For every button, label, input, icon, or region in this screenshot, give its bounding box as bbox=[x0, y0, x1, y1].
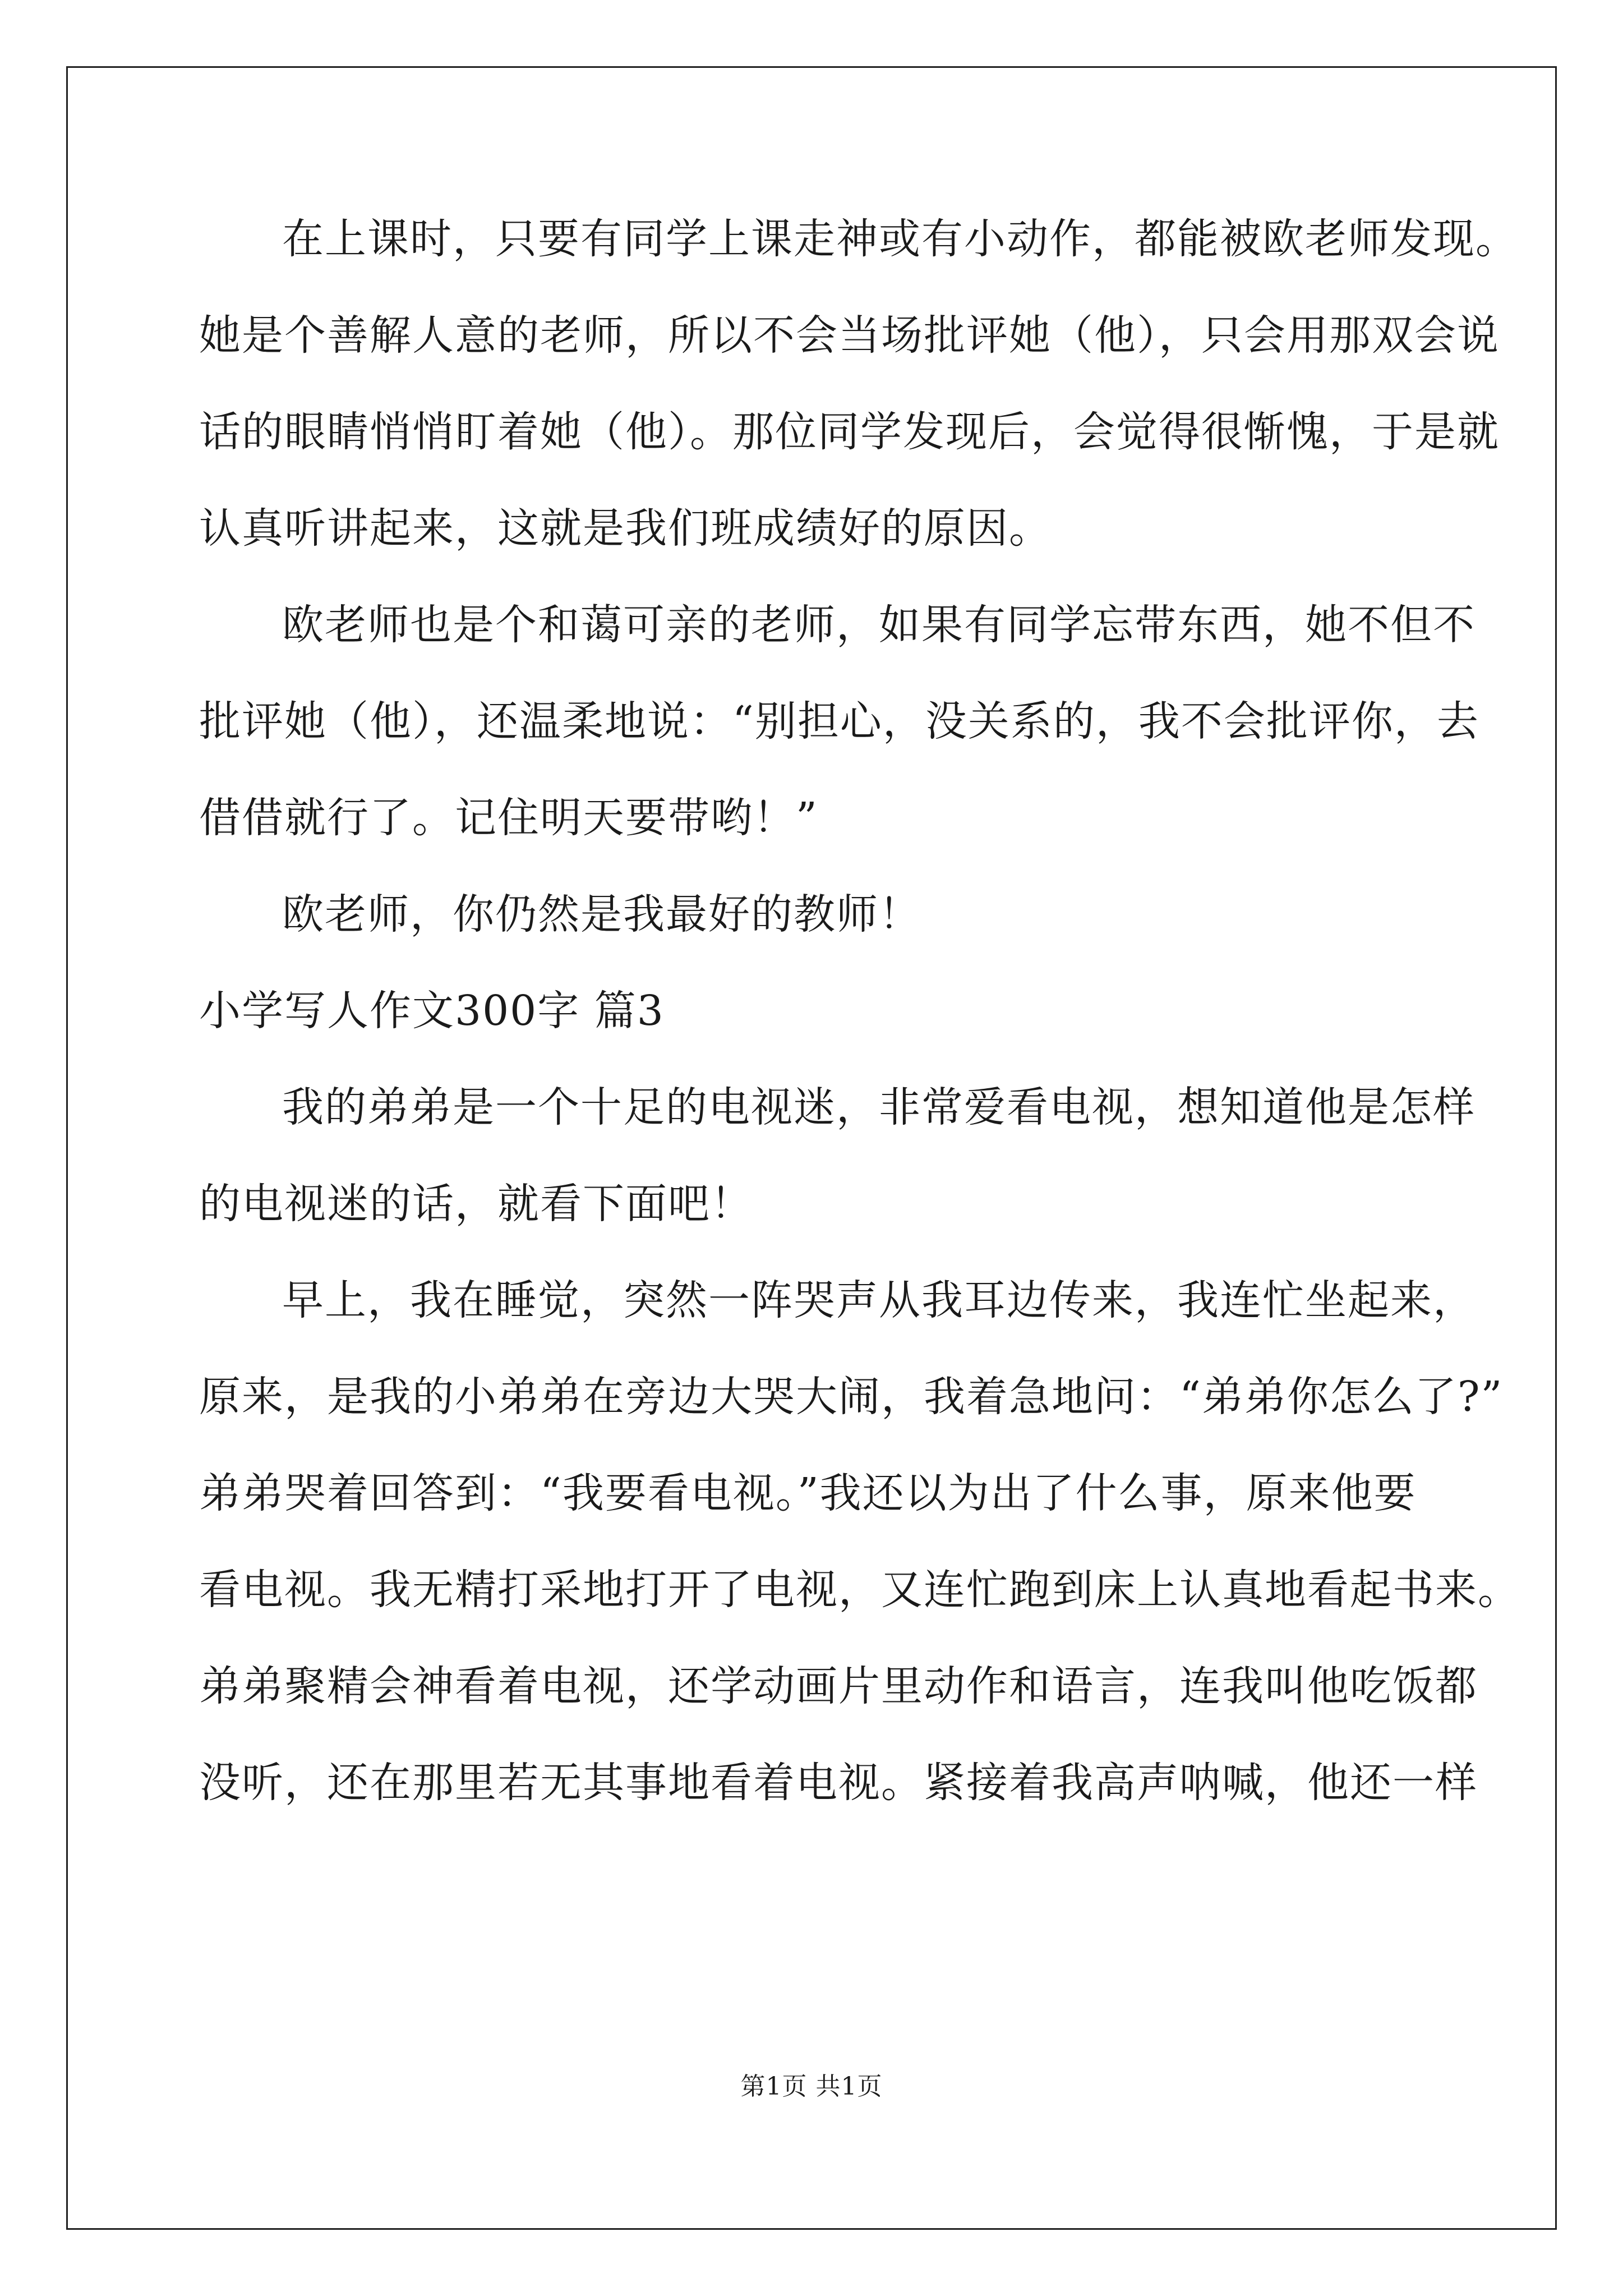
paragraph-line: 我的弟弟是一个十足的电视迷，非常爱看电视，想知道他是怎样 bbox=[282, 1083, 1476, 1131]
paragraph-line: 批评她（他），还温柔地说：“别担心，没关系的，我不会批评你，去 bbox=[199, 697, 1479, 746]
paragraph-line: 弟弟聚精会神看着电视，还学动画片里动作和语言，连我叫他吃饭都 bbox=[199, 1662, 1478, 1710]
paragraph-line: 没听，还在那里若无其事地看着电视。紧接着我高声呐喊，他还一样 bbox=[199, 1759, 1478, 1807]
paragraph-line: 弟弟哭着回答到：“我要看电视。”我还以为出了什么事，原来他要 bbox=[199, 1469, 1417, 1517]
paragraph-line: 看电视。我无精打采地打开了电视，又连忙跑到床上认真地看起书来。 bbox=[199, 1566, 1520, 1614]
section-heading: 小学写人作文300字 篇3 bbox=[199, 987, 665, 1035]
paragraph-line: 话的眼睛悄悄盯着她（他）。那位同学发现后，会觉得很惭愧，于是就 bbox=[199, 408, 1500, 456]
paragraph-line: 认真听讲起来，这就是我们班成绩好的原因。 bbox=[199, 504, 1052, 553]
page-footer: 第1页 共1页 bbox=[740, 2072, 883, 2101]
paragraph-line: 她是个善解人意的老师，所以不会当场批评她（他），只会用那双会说 bbox=[199, 311, 1500, 360]
paragraph-line: 早上，我在睡觉，突然一阵哭声从我耳边传来，我连忙坐起来， bbox=[282, 1276, 1476, 1324]
paragraph-line: 欧老师，你仍然是我最好的教师！ bbox=[282, 890, 921, 938]
paragraph-line: 借借就行了。记住明天要带哟！” bbox=[199, 794, 818, 842]
paragraph-line: 欧老师也是个和蔼可亲的老师，如果有同学忘带东西，她不但不 bbox=[282, 601, 1476, 649]
page-border bbox=[66, 66, 1557, 2230]
paragraph-line: 原来，是我的小弟弟在旁边大哭大闹，我着急地问：“弟弟你怎么了?” bbox=[199, 1373, 1504, 1421]
paragraph-line: 的电视迷的话，就看下面吧！ bbox=[199, 1180, 753, 1228]
paragraph-line: 在上课时，只要有同学上课走神或有小动作，都能被欧老师发现。 bbox=[282, 215, 1518, 263]
